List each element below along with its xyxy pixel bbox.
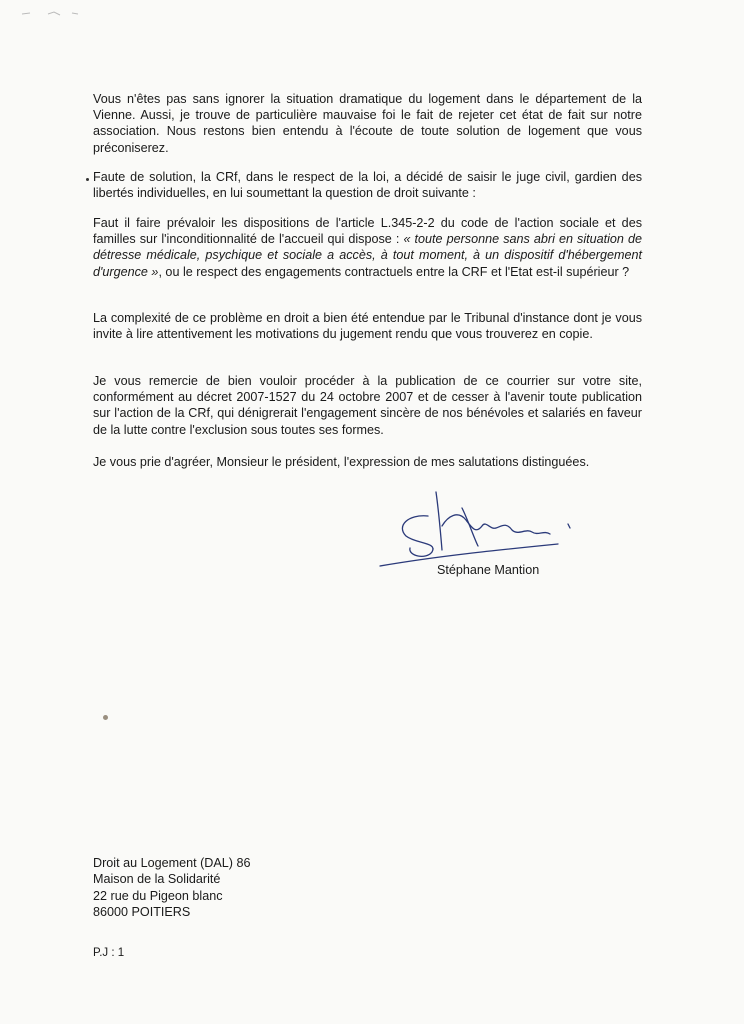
legal-question-start: Faut il faire prévaloir les dispositions de l'article L.345-2-2 du code de l'action sociale et des familles sur l'inconditionnalité de l'accueil qui dispose : [93, 216, 642, 247]
address-line-street: 22 rue du Pigeon blanc [93, 888, 223, 903]
paper-speck [103, 715, 108, 720]
paragraph-closing: Je vous prie d'agréer, Monsieur le président, l'expression de mes salutations distinguées. [93, 455, 590, 469]
paragraph-legal-question [93, 215, 642, 280]
address-line-city: 86000 POITIERS [93, 904, 191, 919]
recipient-address [93, 855, 251, 920]
scan-edge-mark [20, 8, 80, 18]
legal-question-end: , ou le respect des engagements contractuels entre la CRF et l'Etat est-il supérieur ? [158, 264, 630, 279]
attachments-count: P.J : 1 [93, 947, 125, 959]
stray-mark [86, 178, 89, 181]
address-line-organization: Droit au Logement (DAL) 86 [93, 856, 251, 870]
paragraph-housing-situation: Vous n'êtes pas sans ignorer la situation dramatique du logement dans le département de la Vienne. Aussi, je trouve de particulière mauvaise foi le fait de rejeter cet état de fait sur notre association. Nous restons bien entendu à l'écoute de toute solution de logement que vous préconiserez. [93, 92, 642, 155]
address-line-building: Maison de la Solidarité [93, 872, 221, 887]
paragraph-tribunal: La complexité de ce problème en droit a bien été entendue par le Tribunal d'instance dont je vous invite à lire attentivement les motivations du jugement rendu que vous trouverez en copie. [93, 311, 642, 342]
legal-quote: « toute personne sans abri en situation de détresse médicale, psychique et sociale a accès, à tout moment, à un dispositif d'hébergement d'urgence » [93, 232, 643, 279]
signer-name: Stéphane Mantion [437, 563, 540, 577]
handwritten-signature [378, 486, 578, 568]
paragraph-legal-question-intro: Faute de solution, la CRf, dans le respect de la loi, a décidé de saisir le juge civil, gardien des libertés individuelles, en lui soumettant la question de droit suivante : [93, 170, 642, 201]
paragraph-publication-request: Je vous remercie de bien vouloir procéder à la publication de ce courrier sur votre site, conformément au décret 2007-1527 du 24 octobre 2007 et de cesser à l'avenir toute publication sur l'action de la CRf, qui dénigrerait l'engagement sincère de nos bénévoles et salariés en faveur de la lutte contre l'exclusion sous toutes ses formes. [93, 374, 642, 437]
